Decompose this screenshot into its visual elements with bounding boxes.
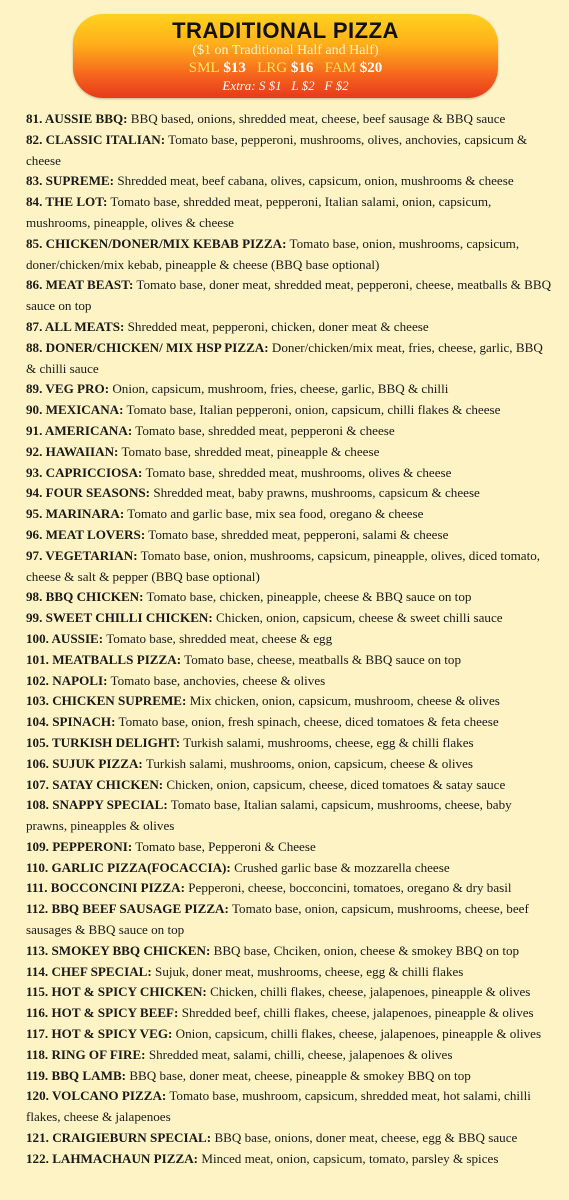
menu-item	[26, 1128, 556, 1149]
menu-item-description: Tomato base, cheese, meatballs & BBQ sauce on top	[184, 651, 462, 667]
menu-item	[26, 504, 556, 525]
menu-item	[26, 1045, 556, 1066]
menu-item-description: Onion, capsicum, mushroom, fries, cheese, garlic, BBQ & chilli	[112, 381, 449, 397]
menu-item-name: 94. FOUR SEASONS:	[26, 485, 151, 501]
small-size-label: SML	[188, 60, 220, 76]
menu-item-name: 92. HAWAIIAN:	[26, 443, 119, 459]
menu-item-description: Chicken, onion, capsicum, cheese, diced tomatoes & satay sauce	[166, 776, 506, 792]
menu-item-name: 105. TURKISH DELIGHT:	[26, 734, 181, 750]
menu-item-name: 86. MEAT BEAST:	[26, 277, 134, 293]
menu-item-name: 117. HOT & SPICY VEG:	[26, 1026, 173, 1042]
menu-item	[26, 192, 556, 234]
menu-item-name: 119. BBQ LAMB:	[26, 1067, 127, 1083]
menu-item-name: 102. NAPOLI:	[26, 672, 108, 688]
menu-item-name: 116. HOT & SPICY BEEF:	[26, 1005, 179, 1021]
menu-item-description: Crushed garlic base & mozzarella cheese	[234, 859, 450, 875]
menu-item-name: 82. CLASSIC ITALIAN:	[26, 131, 166, 147]
traditional-pizza-banner	[73, 14, 498, 98]
menu-item-description: Minced meat, onion, capsicum, tomato, parsley & spices	[201, 1150, 499, 1166]
menu-item	[26, 1086, 556, 1128]
menu-item-name: 107. SATAY CHICKEN:	[26, 776, 164, 792]
menu-item-name: 108. SNAPPY SPECIAL:	[26, 797, 168, 813]
menu-item-name: 111. BOCCONCINI PIZZA:	[26, 880, 185, 896]
menu-item	[26, 982, 556, 1003]
menu-item-name: 122. LAHMACHAUN PIZZA:	[26, 1150, 199, 1166]
menu-item	[26, 733, 556, 754]
menu-item-description: Tomato base, onion, mushrooms, capsicum, doner/chicken/mix kebab, pineapple & cheese (BBQ base optional)	[26, 235, 520, 272]
menu-item-description: Chicken, chilli flakes, cheese, jalapenoes, pineapple & olives	[210, 984, 531, 1000]
menu-item-description: Tomato base, mushroom, capsicum, shredded meat, hot salami, chilli flakes, cheese & jalapenoes	[26, 1088, 531, 1125]
menu-item	[26, 712, 556, 733]
menu-item-description: Mix chicken, onion, capsicum, mushroom, cheese & olives	[189, 693, 500, 709]
menu-item-description: Shredded beef, chilli flakes, cheese, jalapenoes, pineapple & olives	[181, 1005, 534, 1021]
menu-item	[26, 650, 556, 671]
menu-item	[26, 795, 556, 837]
section-title: TRADITIONAL PIZZA	[172, 18, 399, 43]
menu-item	[26, 275, 556, 317]
menu-item	[26, 691, 556, 712]
menu-item-description: Tomato base, onion, mushrooms, capsicum, pineapple, olives, diced tomato, cheese & salt & pepper (BBQ base optional)	[26, 547, 541, 584]
menu-item-name: 100. AUSSIE:	[26, 630, 104, 646]
menu-item-description: BBQ base, doner meat, cheese, pineapple & smokey BBQ on top	[129, 1067, 471, 1083]
menu-item-name: 91. AMERICANA:	[26, 422, 133, 438]
menu-item	[26, 899, 556, 941]
menu-item-description: BBQ base, Chciken, onion, cheese & smokey BBQ on top	[213, 942, 520, 958]
menu-item-name: 89. VEG PRO:	[26, 381, 110, 397]
menu-item	[26, 463, 556, 484]
menu-item	[26, 338, 556, 380]
menu-item	[26, 171, 556, 192]
menu-item-description: Tomato base, onion, fresh spinach, cheese, diced tomatoes & feta cheese	[118, 714, 499, 730]
menu-item	[26, 546, 556, 588]
menu-item	[26, 837, 556, 858]
menu-item	[26, 671, 556, 692]
menu-item	[26, 878, 556, 899]
menu-item	[26, 858, 556, 879]
menu-item-description: Tomato base, shredded meat, cheese & egg	[106, 630, 333, 646]
menu-item	[26, 317, 556, 338]
menu-item-description: BBQ base, onions, doner meat, cheese, egg & BBQ sauce	[214, 1130, 518, 1146]
family-size-price: $20	[359, 60, 383, 76]
menu-item-name: 97. VEGETARIAN:	[26, 547, 138, 563]
menu-item-name: 84. THE LOT:	[26, 194, 108, 210]
menu-item-description: BBQ based, onions, shredded meat, cheese, beef sausage & BBQ sauce	[130, 111, 506, 126]
menu-item-description: Pepperoni, cheese, bocconcini, tomatoes, oregano & dry basil	[188, 880, 512, 896]
small-size-price: $13	[223, 60, 246, 76]
menu-item-name: 106. SUJUK PIZZA:	[26, 755, 143, 771]
menu-item-name: 113. SMOKEY BBQ CHICKEN:	[26, 942, 211, 958]
menu-item-description: Tomato base, Italian salami, capsicum, mushrooms, cheese, baby prawns, pineapples & olives	[26, 797, 512, 834]
menu-item-name: 81. AUSSIE BBQ:	[26, 111, 128, 126]
extra-charges: Extra: S $1 L $2 F $2	[222, 78, 349, 93]
menu-item-name: 110. GARLIC PIZZA(FOCACCIA):	[26, 859, 231, 875]
menu-item-description: Tomato base, chicken, pineapple, cheese & BBQ sauce on top	[146, 589, 472, 605]
menu-item	[26, 442, 556, 463]
menu-item-name: 99. SWEET CHILLI CHICKEN:	[26, 610, 213, 626]
menu-item	[26, 587, 556, 608]
menu-item-name: 93. CAPRICCIOSA:	[26, 464, 143, 480]
menu-item	[26, 1003, 556, 1024]
menu-item-description: Tomato base, pepperoni, mushrooms, olives, anchovies, capsicum & cheese	[26, 131, 528, 168]
menu-item-description: Tomato base, shredded meat, pepperoni, Italian salami, onion, capsicum, mushrooms, pineapple, olives & cheese	[26, 194, 492, 230]
half-and-half-note: ($1 on Traditional Half and Half)	[192, 43, 379, 58]
menu-item-description: Shredded meat, beef cabana, olives, capsicum, onion, mushrooms & cheese	[117, 173, 514, 189]
menu-item	[26, 754, 556, 775]
menu-item-description: Tomato base, shredded meat, pineapple & cheese	[121, 443, 380, 459]
menu-item-description: Tomato base, onion, capsicum, mushrooms, cheese, beef sausages & BBQ sauce on top	[26, 901, 529, 938]
menu-item-name: 103. CHICKEN SUPREME:	[26, 693, 187, 709]
menu-item	[26, 400, 556, 421]
menu-item-name: 109. PEPPERONI:	[26, 838, 133, 854]
menu-item-description: Turkish salami, mushrooms, cheese, egg & chilli flakes	[183, 734, 474, 750]
menu-item	[26, 525, 556, 546]
menu-item-description: Doner/chicken/mix meat, fries, cheese, garlic, BBQ & chilli sauce	[26, 339, 543, 376]
menu-item-name: 104. SPINACH:	[26, 714, 116, 730]
menu-item	[26, 608, 556, 629]
menu-item-description: Tomato base, shredded meat, pepperoni & cheese	[135, 422, 395, 438]
menu-item	[26, 775, 556, 796]
menu-item-description: Shredded meat, pepperoni, chicken, doner meat & cheese	[127, 318, 429, 334]
family-size-label: FAM	[324, 60, 356, 76]
menu-item	[26, 1149, 556, 1170]
menu-item-name: 95. MARINARA:	[26, 506, 125, 522]
menu-item-name: 121. CRAIGIEBURN SPECIAL:	[26, 1130, 212, 1146]
large-size-price: $16	[290, 60, 314, 76]
menu-item-description: Sujuk, doner meat, mushrooms, cheese, egg & chilli flakes	[155, 963, 464, 979]
menu-item	[26, 941, 556, 962]
menu-item-name: 114. CHEF SPECIAL:	[26, 963, 152, 979]
menu-item-description: Shredded meat, baby prawns, mushrooms, capsicum & cheese	[153, 485, 480, 501]
menu-item	[26, 962, 556, 983]
menu-item-name: 90. MEXICANA:	[26, 402, 124, 418]
menu-item-description: Tomato base, Italian pepperoni, onion, capsicum, chilli flakes & cheese	[126, 402, 501, 418]
menu-item-description: Tomato base, shredded meat, mushrooms, olives & cheese	[145, 464, 452, 480]
menu-item	[26, 483, 556, 504]
menu-item	[26, 629, 556, 650]
large-size-label: LRG	[257, 60, 288, 76]
menu-item-name: 98. BBQ CHICKEN:	[26, 589, 144, 605]
menu-item	[26, 421, 556, 442]
menu-item	[26, 1066, 556, 1087]
menu-item	[26, 234, 556, 276]
menu-item-description: Turkish salami, mushrooms, onion, capsicum, cheese & olives	[145, 755, 474, 771]
menu-item-name: 87. ALL MEATS:	[26, 318, 125, 334]
menu-item-name: 101. MEATBALLS PIZZA:	[26, 651, 182, 667]
menu-item-description: Onion, capsicum, chilli flakes, cheese, jalapenoes, pineapple & olives	[175, 1026, 542, 1042]
menu-item-description: Chicken, onion, capsicum, cheese & sweet chilli sauce	[216, 610, 503, 626]
menu-item-name: 83. SUPREME:	[26, 173, 115, 189]
menu-item	[26, 1024, 556, 1045]
menu-item	[26, 130, 556, 172]
menu-item-name: 118. RING OF FIRE:	[26, 1046, 146, 1062]
menu-item-name: 88. DONER/CHICKEN/ MIX HSP PIZZA:	[26, 339, 269, 355]
menu-item-description: Tomato and garlic base, mix sea food, oregano & cheese	[127, 506, 424, 522]
menu-item-name: 115. HOT & SPICY CHICKEN:	[26, 984, 207, 1000]
menu-item-description: Tomato base, anchovies, cheese & olives	[110, 672, 326, 688]
menu-item	[26, 109, 556, 130]
menu-item	[26, 379, 556, 400]
menu-item-name: 120. VOLCANO PIZZA:	[26, 1088, 167, 1104]
pizza-menu-list	[26, 109, 556, 1170]
menu-item-name: 96. MEAT LOVERS:	[26, 526, 146, 542]
price-line	[73, 59, 498, 78]
menu-item-name: 112. BBQ BEEF SAUSAGE PIZZA:	[26, 901, 229, 917]
menu-item-description: Tomato base, Pepperoni & Cheese	[135, 838, 316, 854]
menu-item-description: Tomato base, doner meat, shredded meat, pepperoni, cheese, meatballs & BBQ sauce on top	[26, 277, 552, 314]
menu-item-name: 85. CHICKEN/DONER/MIX KEBAB PIZZA:	[26, 235, 287, 251]
menu-item-description: Tomato base, shredded meat, pepperoni, salami & cheese	[148, 526, 449, 542]
menu-item-description: Shredded meat, salami, chilli, cheese, jalapenoes & olives	[148, 1046, 453, 1062]
